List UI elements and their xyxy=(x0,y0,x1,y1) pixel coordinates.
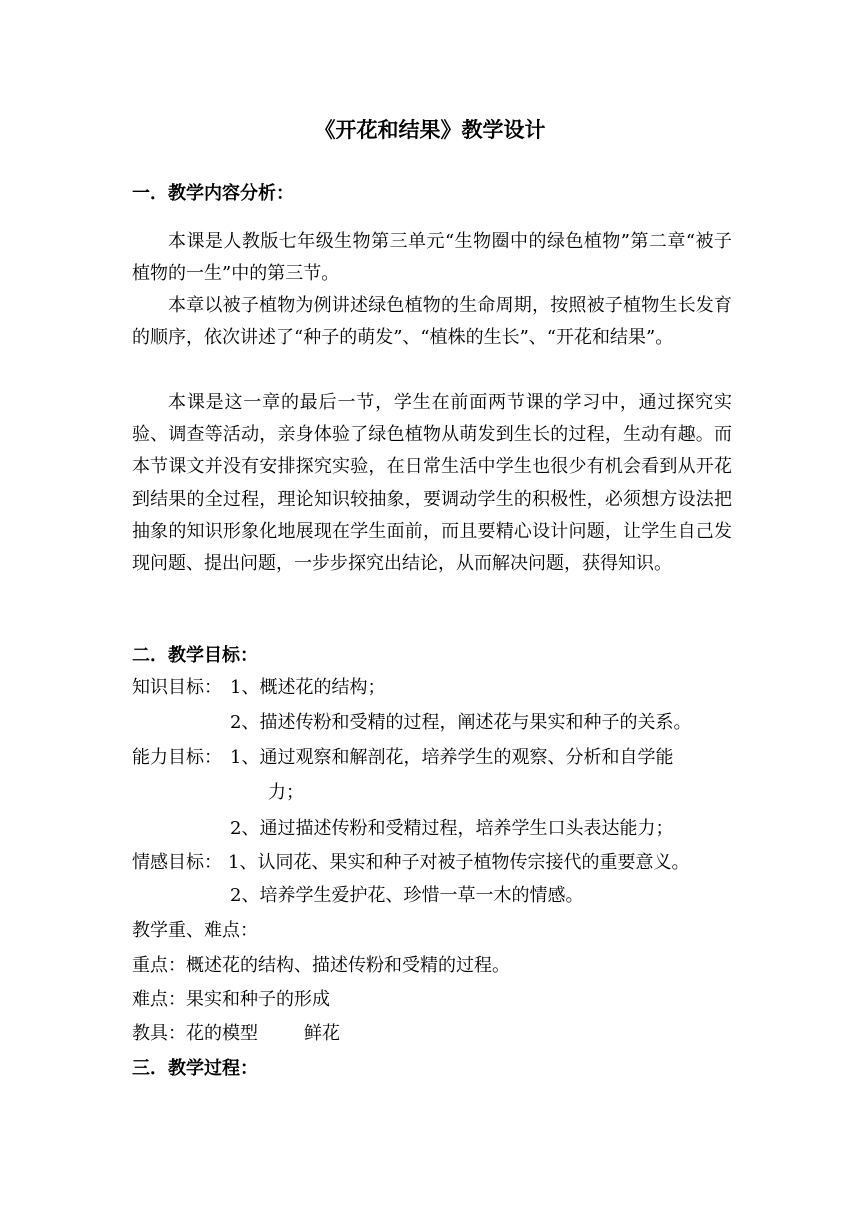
teaching-tools-label: 教具：花的模型 xyxy=(132,1023,258,1044)
knowledge-objective-2: 2、描述传粉和受精的过程，阐述花与果实和种子的关系。 xyxy=(230,712,692,733)
document-title: 《开花和结果》教学设计 xyxy=(314,117,546,142)
emotion-objective-1: 1、认同花、果实和种子对被子植物传宗接代的重要意义。 xyxy=(228,852,690,873)
section-heading-objectives: 二．教学目标： xyxy=(132,645,258,666)
paragraph-chapter-overview: 本章以被子植物为例讲述绿色植物的生命周期，按照被子植物生长发育的顺序，依次讲述了“种子的萌发”、“植株的生长”、“开花和结果”。 xyxy=(132,295,732,349)
teaching-tools-extra: 鲜花 xyxy=(304,1023,340,1044)
section-heading-process: 三．教学过程： xyxy=(132,1058,258,1079)
ability-objective-1-continued: 力； xyxy=(268,782,304,803)
ability-objective-label: 能力目标： xyxy=(132,747,222,768)
knowledge-objective-label: 知识目标： xyxy=(132,677,222,698)
key-difficult-heading: 教学重、难点： xyxy=(132,920,258,941)
key-point: 重点：概述花的结构、描述传粉和受精的过程。 xyxy=(132,955,510,976)
ability-objective-1: 1、通过观察和解剖花，培养学生的观察、分析和自学能 xyxy=(230,747,674,768)
ability-objective-2: 2、通过描述传粉和受精过程，培养学生口头表达能力； xyxy=(230,818,674,839)
knowledge-objective-1: 1、概述花的结构； xyxy=(230,677,386,698)
paragraph-lesson-rationale: 本课是这一章的最后一节，学生在前面两节课的学习中，通过探究实验、调查等活动，亲身体验了绿色植物从萌发到生长的过程，生动有趣。而本节课文并没有安排探究实验，在日常生活中学生也很少有机会看到从开花到结果的全过程，理论知识较抽象，要调动学生的积极性，必须想方设法把抽象的知识形象化地展现在学生面前，而且要精心设计问题，让学生自己发现问题、提出问题，一步步探究出结论，从而解决问题，获得知识。 xyxy=(132,392,732,575)
emotion-objective-2: 2、培养学生爱护花、珍惜一草一木的情感。 xyxy=(230,885,584,906)
difficult-point: 难点：果实和种子的形成 xyxy=(132,989,330,1010)
emotion-objective-label: 情感目标： xyxy=(132,852,222,873)
section-heading-content-analysis: 一．教学内容分析： xyxy=(132,183,294,204)
paragraph-course-intro: 本课是人教版七年级生物第三单元“生物圈中的绿色植物”第二章“被子植物的一生”中的第三节。 xyxy=(132,231,732,285)
